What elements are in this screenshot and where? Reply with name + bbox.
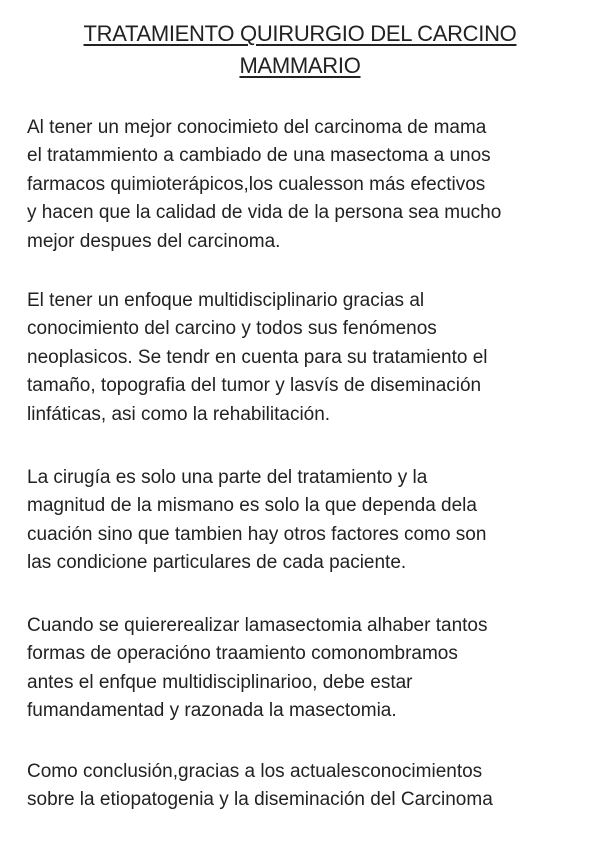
text-line: cuación sino que tambien hay otros factores como son <box>27 523 487 545</box>
text-line: formas de operacióno traamiento comonombramos <box>27 643 458 665</box>
text-line: y hacen que la calidad de vida de la persona sea mucho <box>27 202 502 224</box>
document-title <box>0 18 600 82</box>
title-line-1: TRATAMIENTO QUIRURGIO DEL CARCINO <box>83 21 517 46</box>
text-line: magnitud de la mismano es solo la que dependa dela <box>27 495 477 517</box>
text-line: sobre la etiopatogenia y la diseminación del Carcinoma <box>27 789 493 811</box>
paragraph-2 <box>27 287 587 429</box>
text-line: mejor despues del carcinoma. <box>27 230 281 252</box>
paragraph-1 <box>27 114 587 256</box>
text-line: conocimiento del carcino y todos sus fenómenos <box>27 318 437 340</box>
paragraph-3 <box>27 464 587 578</box>
text-line: Cuando se quiererealizar lamasectomia alhaber tantos <box>27 615 488 636</box>
text-line: tamaño, topografia del tumor y lasvís de diseminación <box>27 375 482 397</box>
text-line: las condicione particulares de cada paciente. <box>27 552 407 574</box>
text-line: linfáticas, asi como la rehabilitación. <box>27 403 331 425</box>
text-line: antes el enfque multidisciplinarioo, debe estar <box>27 671 413 693</box>
text-line: farmacos quimioterápicos,los cualesson más efectivos <box>27 173 486 195</box>
text-line: fumandamentad y razonada la masectomia. <box>27 700 397 722</box>
title-line-2: MAMMARIO <box>239 53 361 78</box>
paragraph-5 <box>27 758 587 815</box>
text-line: Como conclusión,gracias a los actualesconocimientos <box>27 761 483 782</box>
text-line: el tratammiento a cambiado de una masectoma a unos <box>27 145 491 167</box>
text-line: neoplasicos. Se tendr en cuenta para su tratamiento el <box>27 346 488 368</box>
text-line: El tener un enfoque multidisciplinario gracias al <box>27 290 425 311</box>
paragraph-4 <box>27 612 587 726</box>
text-line: Al tener un mejor conocimieto del carcinoma de mama <box>27 117 487 138</box>
text-line: La cirugía es solo una parte del tratamiento y la <box>27 467 428 488</box>
